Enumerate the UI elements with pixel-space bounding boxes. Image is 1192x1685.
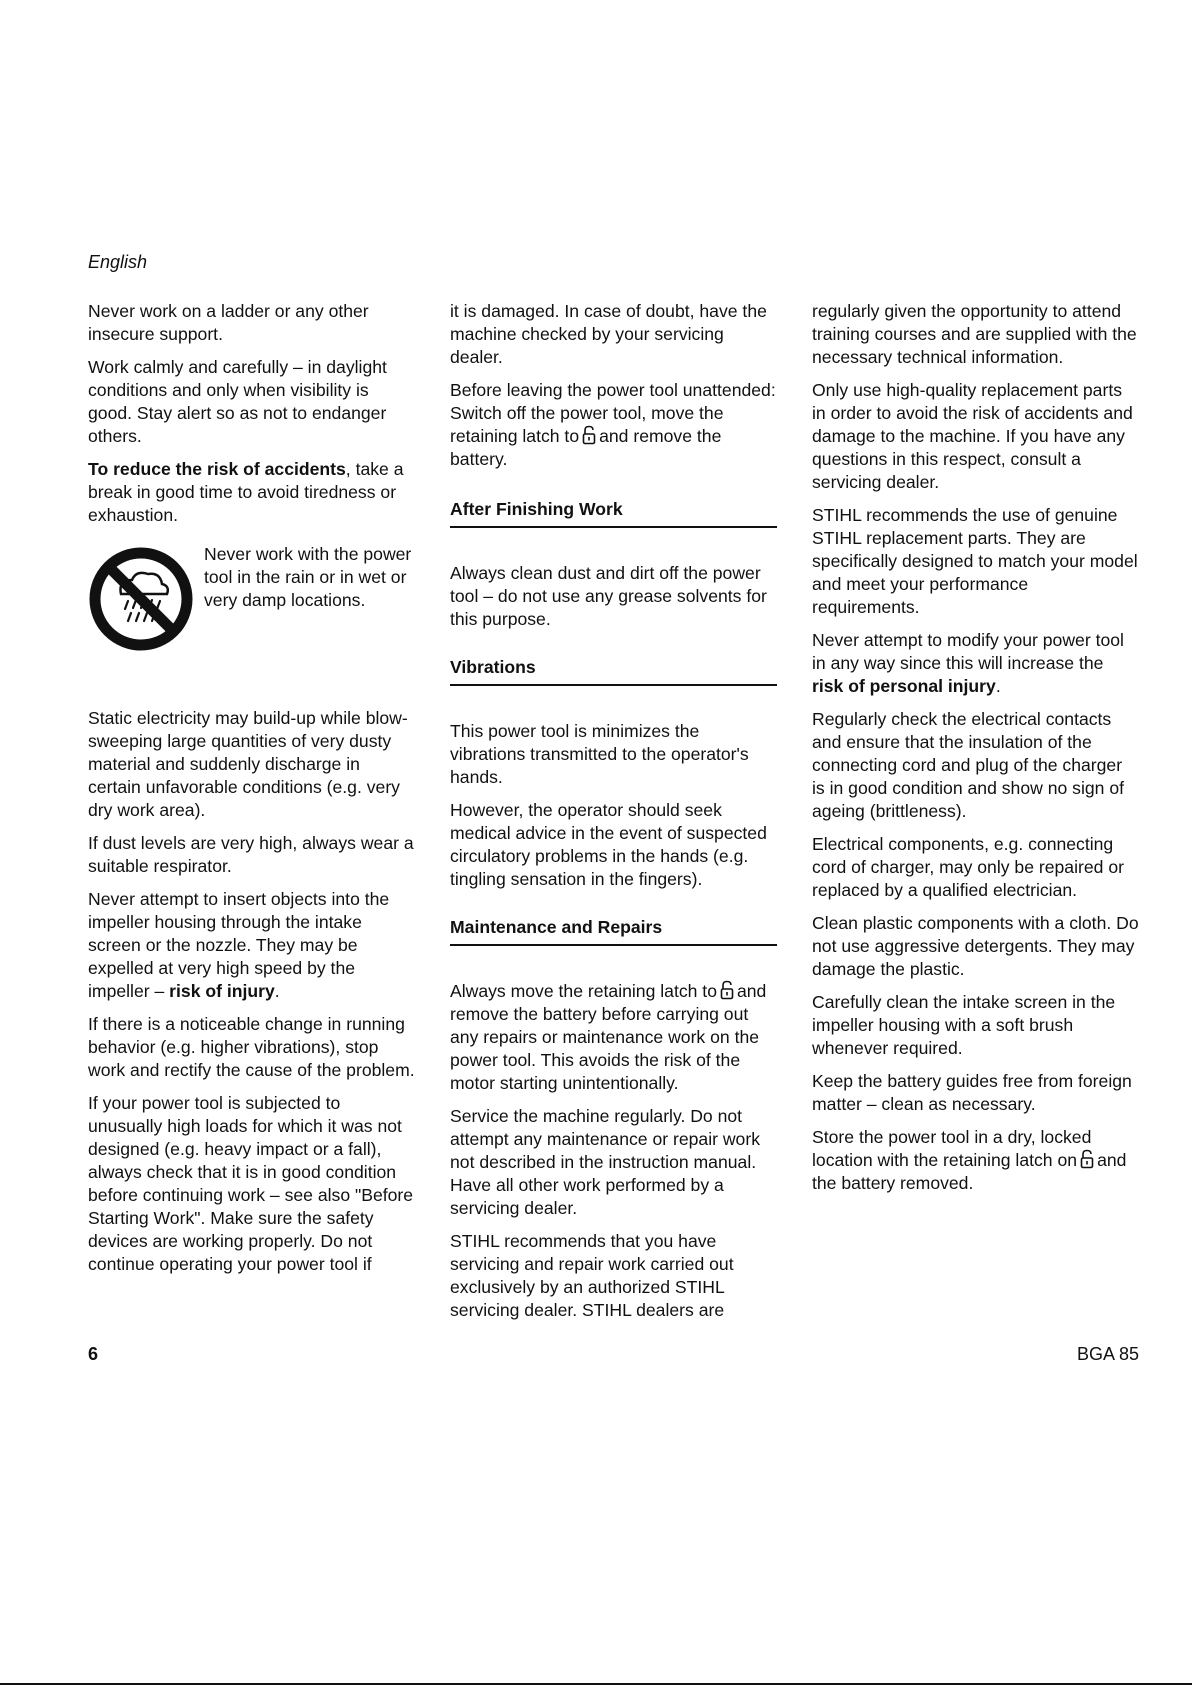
- paragraph: Electrical components, e.g. connecting cord of charger, may only be repaired or replaced by a qualified electrician.: [812, 834, 1124, 900]
- paragraph: Work calmly and carefully – in daylight conditions and only when visibility is good. Stay alert so as not to endanger others.: [88, 357, 387, 446]
- paragraph: Clean plastic components with a cloth. Do not use aggressive detergents. They may damage the plastic.: [812, 913, 1139, 979]
- paragraph: Static electricity may build-up while blow-sweeping large quantities of very dusty material and suddenly discharge in certain unfavorable conditions (e.g. very dry work area).: [88, 708, 408, 820]
- rain-warning: [88, 543, 415, 652]
- paragraph: Store the power tool in a dry, locked location with the retaining latch on and the battery removed.: [812, 1127, 1127, 1193]
- column-3: [812, 300, 1139, 1205]
- paragraph: If there is a noticeable change in running behavior (e.g. higher vibrations), stop work and rectify the cause of the problem.: [88, 1014, 415, 1080]
- paragraph: Never attempt to modify your power tool in any way since this will increase the risk of personal injury.: [812, 630, 1124, 696]
- paragraph: Keep the battery guides free from foreign matter – clean as necessary.: [812, 1071, 1132, 1114]
- paragraph: Always clean dust and dirt off the power tool – do not use any grease solvents for this purpose.: [450, 563, 767, 629]
- paragraph: regularly given the opportunity to attend training courses and are supplied with the necessary technical information.: [812, 301, 1137, 367]
- section-heading: Maintenance and Repairs: [450, 916, 777, 946]
- bold-text: risk of injury: [169, 981, 275, 1001]
- paragraph: STIHL recommends the use of genuine STIHL replacement parts. They are specifically designed to match your model and meet your performance requirements.: [812, 505, 1138, 617]
- paragraph: If dust levels are very high, always wear a suitable respirator.: [88, 833, 414, 876]
- rain-warning-text: Never work with the power tool in the rain or in wet or very damp locations.: [204, 544, 412, 610]
- model-label: BGA 85: [1076, 1344, 1139, 1364]
- paragraph: Never work on a ladder or any other insecure support.: [88, 301, 369, 344]
- paragraph: To reduce the risk of accidents, take a break in good time to avoid tiredness or exhaustion.: [88, 459, 404, 525]
- unlocked-padlock-icon: [582, 425, 596, 445]
- paragraph: If your power tool is subjected to unusually high loads for which it was not designed (e.g. heavy impact or a fall), always check that it is in good condition before continuing work – see also "Before Starting Work". Make sure the safety devices are working properly. Do not continue operating your power tool if: [88, 1093, 414, 1274]
- unlocked-padlock-icon: [1080, 1149, 1094, 1169]
- page-number: 6: [88, 1344, 99, 1364]
- paragraph: Service the machine regularly. Do not attempt any maintenance or repair work not described in the instruction manual. Have all other work performed by a servicing dealer.: [450, 1106, 760, 1218]
- section-heading: After Finishing Work: [450, 498, 777, 528]
- column-2: [450, 300, 777, 1332]
- column-1: [88, 300, 415, 1286]
- language-label: English: [88, 252, 148, 272]
- paragraph: Before leaving the power tool unattended: Switch off the power tool, move the retaining latch to and remove the battery.: [450, 380, 776, 469]
- paragraph: it is damaged. In case of doubt, have the machine checked by your servicing dealer.: [450, 301, 767, 367]
- bold-text: To reduce the risk of accidents: [88, 459, 346, 479]
- no-rain-icon: [88, 546, 194, 652]
- paragraph: This power tool is minimizes the vibrations transmitted to the operator's hands.: [450, 721, 749, 787]
- section-heading: Vibrations: [450, 656, 777, 686]
- paragraph: Always move the retaining latch to and remove the battery before carrying out any repairs or maintenance work on the power tool. This avoids the risk of the motor starting unintentionally.: [450, 981, 767, 1093]
- paragraph: Carefully clean the intake screen in the impeller housing with a soft brush whenever required.: [812, 992, 1116, 1058]
- paragraph: Only use high-quality replacement parts in order to avoid the risk of accidents and damage to the machine. If you have any questions in this respect, consult a servicing dealer.: [812, 380, 1133, 492]
- paragraph: However, the operator should seek medical advice in the event of suspected circulatory problems in the hands (e.g. tingling sensation in the fingers).: [450, 800, 767, 889]
- bold-text: risk of personal injury: [812, 676, 996, 696]
- paragraph: Never attempt to insert objects into the impeller housing through the intake screen or the nozzle. They may be expelled at very high speed by the impeller – risk of injury.: [88, 889, 390, 1001]
- paragraph: STIHL recommends that you have servicing and repair work carried out exclusively by an authorized STIHL servicing dealer. STIHL dealers are: [450, 1231, 734, 1320]
- unlocked-padlock-icon: [720, 980, 734, 1000]
- paragraph: Regularly check the electrical contacts and ensure that the insulation of the connecting cord and plug of the charger is in good condition and show no sign of ageing (brittleness).: [812, 709, 1125, 821]
